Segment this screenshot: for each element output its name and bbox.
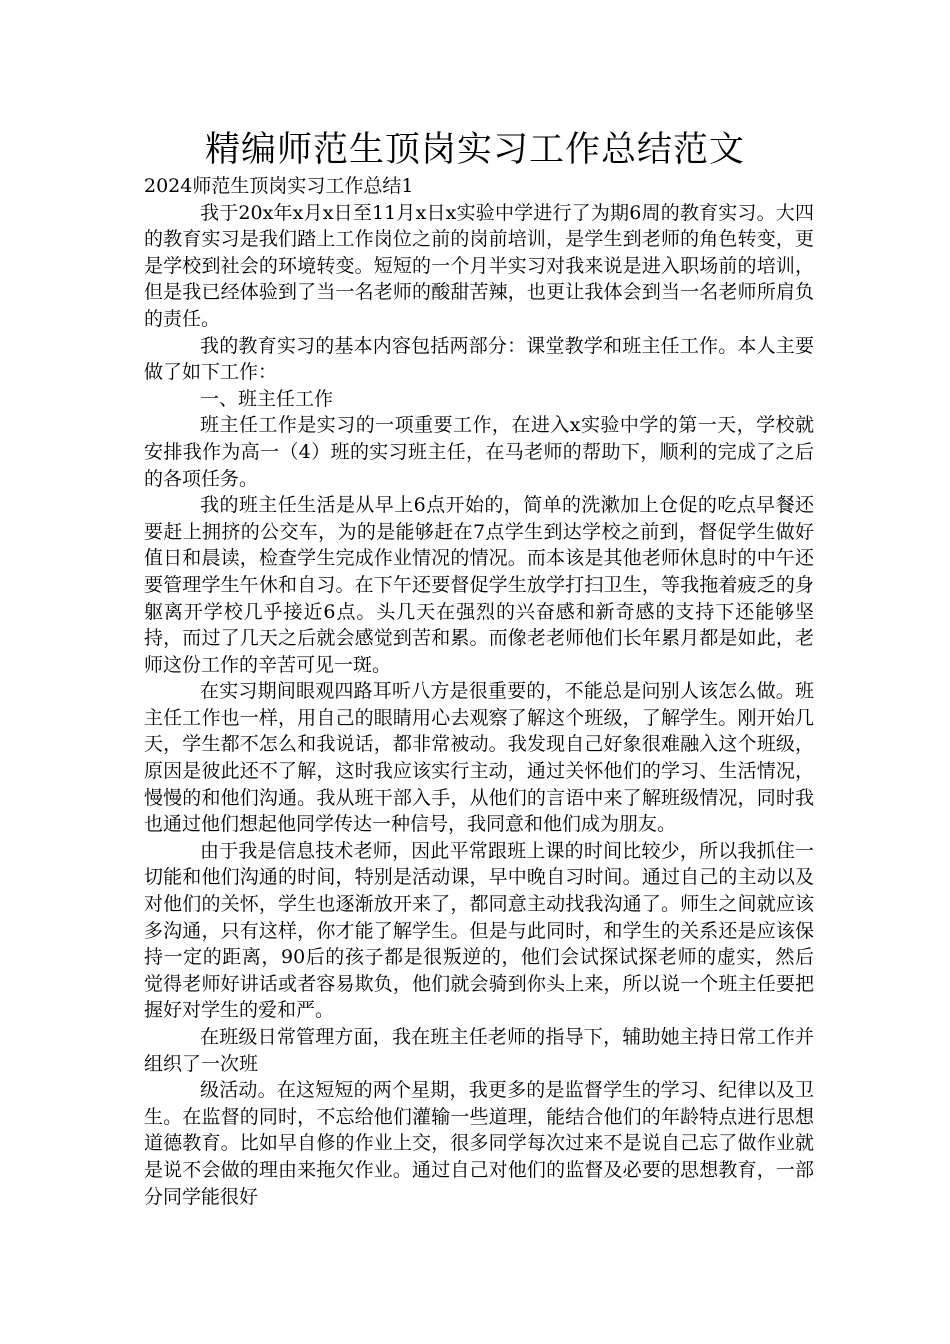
- section-heading: 一、班主任工作: [200, 387, 334, 410]
- paragraph-content-overview: 我的教育实习的基本内容包括两部分：课堂教学和班主任工作。本人主要做了如下工作：: [144, 334, 814, 384]
- paragraph: 在实习期间眼观四路耳听八方是很重要的，不能总是问别人该怎么做。班主任工作也一样，用自己的眼睛用心去观察了解这个班级，了解学生。刚开始几天，学生都不怎么和我说话，都非常被动。我发现自己好象很难融入这个班级，原因是彼此还不了解，这时我应该实行主动，通过关怀他们的学习、生活情况，慢慢的和他们沟通。我从班干部入手，从他们的言语中来了解班级情况，同时我也通过他们想起他同学传达一种信号，我同意和他们成为朋友。: [144, 680, 814, 836]
- paragraph: 在班级日常管理方面，我在班主任老师的指导下，辅助她主持日常工作并组织了一次班: [144, 1026, 814, 1075]
- paragraph: 我的班主任生活是从早上6点开始的，简单的洗漱加上仓促的吃点早餐还要赶上拥挤的公交车，为的是能够赶在7点学生到达学校之前到，督促学生做好值日和晨读，检查学生完成作业情况的情况。而本该是其他老师休息时的中午还要管理学生午休和自习。在下午还要督促学生放学打扫卫生，等我拖着疲乏的身躯离开学校几乎接近6点。头几天在强烈的兴奋感和新奇感的支持下还能够坚持，而过了几天之后就会感觉到苦和累。而像老老师他们长年累月都是如此，老师这份工作的辛苦可见一斑。: [144, 494, 814, 676]
- paragraph: 级活动。在这短短的两个星期，我更多的是监督学生的学习、纪律以及卫生。在监督的同时，不忘给他们灌输一些道理，能结合他们的年龄特点进行思想道德教育。比如早自修的作业上交，很多同学每次过来不是说自己忘了做作业就是说不会做的理由来拖欠作业。通过自己对他们的监督及必要的思想教育，一部分同学能很好: [144, 1079, 814, 1208]
- document-title: 精编师范生顶岗实习工作总结范文: [204, 130, 745, 170]
- document-subtitle: 2024师范生顶岗实习工作总结1: [144, 175, 414, 197]
- paragraph: 由于我是信息技术老师，因此平常跟班上课的时间比较少，所以我抓住一切能和他们沟通的时间，特别是活动课，早中晚自习时间。通过自己的主动以及对他们的关怀，学生也逐渐放开来了，都同意主动找我沟通了。师生之间就应该多沟通，只有这样，你才能了解学生。但是与此同时，和学生的关系还是应该保持一定的距离，90后的孩子都是很叛逆的，他们会试探试探老师的虚实，然后觉得老师好讲话或者容易欺负，他们就会骑到你头上来，所以说一个班主任要把握好对学生的爱和严。: [144, 839, 814, 1022]
- document-body: [144, 173, 814, 1210]
- paragraph-intro: 我于20x年x月x日至11月x日x实验中学进行了为期6周的教育实习。大四的教育实习是我们踏上工作岗位之前的岗前培训，是学生到老师的角色转变，更是学校到社会的环境转变。短短的一个月半实习对我来说是进入职场前的培训，但是我已经体验到了当一名老师的酸甜苦辣，也更让我体会到当一名老师所肩负的责任。: [144, 201, 814, 330]
- paragraph: 班主任工作是实习的一项重要工作，在进入x实验中学的第一天，学校就安排我作为高一（4）班的实习班主任，在马老师的帮助下，顺利的完成了之后的各项任务。: [144, 414, 814, 490]
